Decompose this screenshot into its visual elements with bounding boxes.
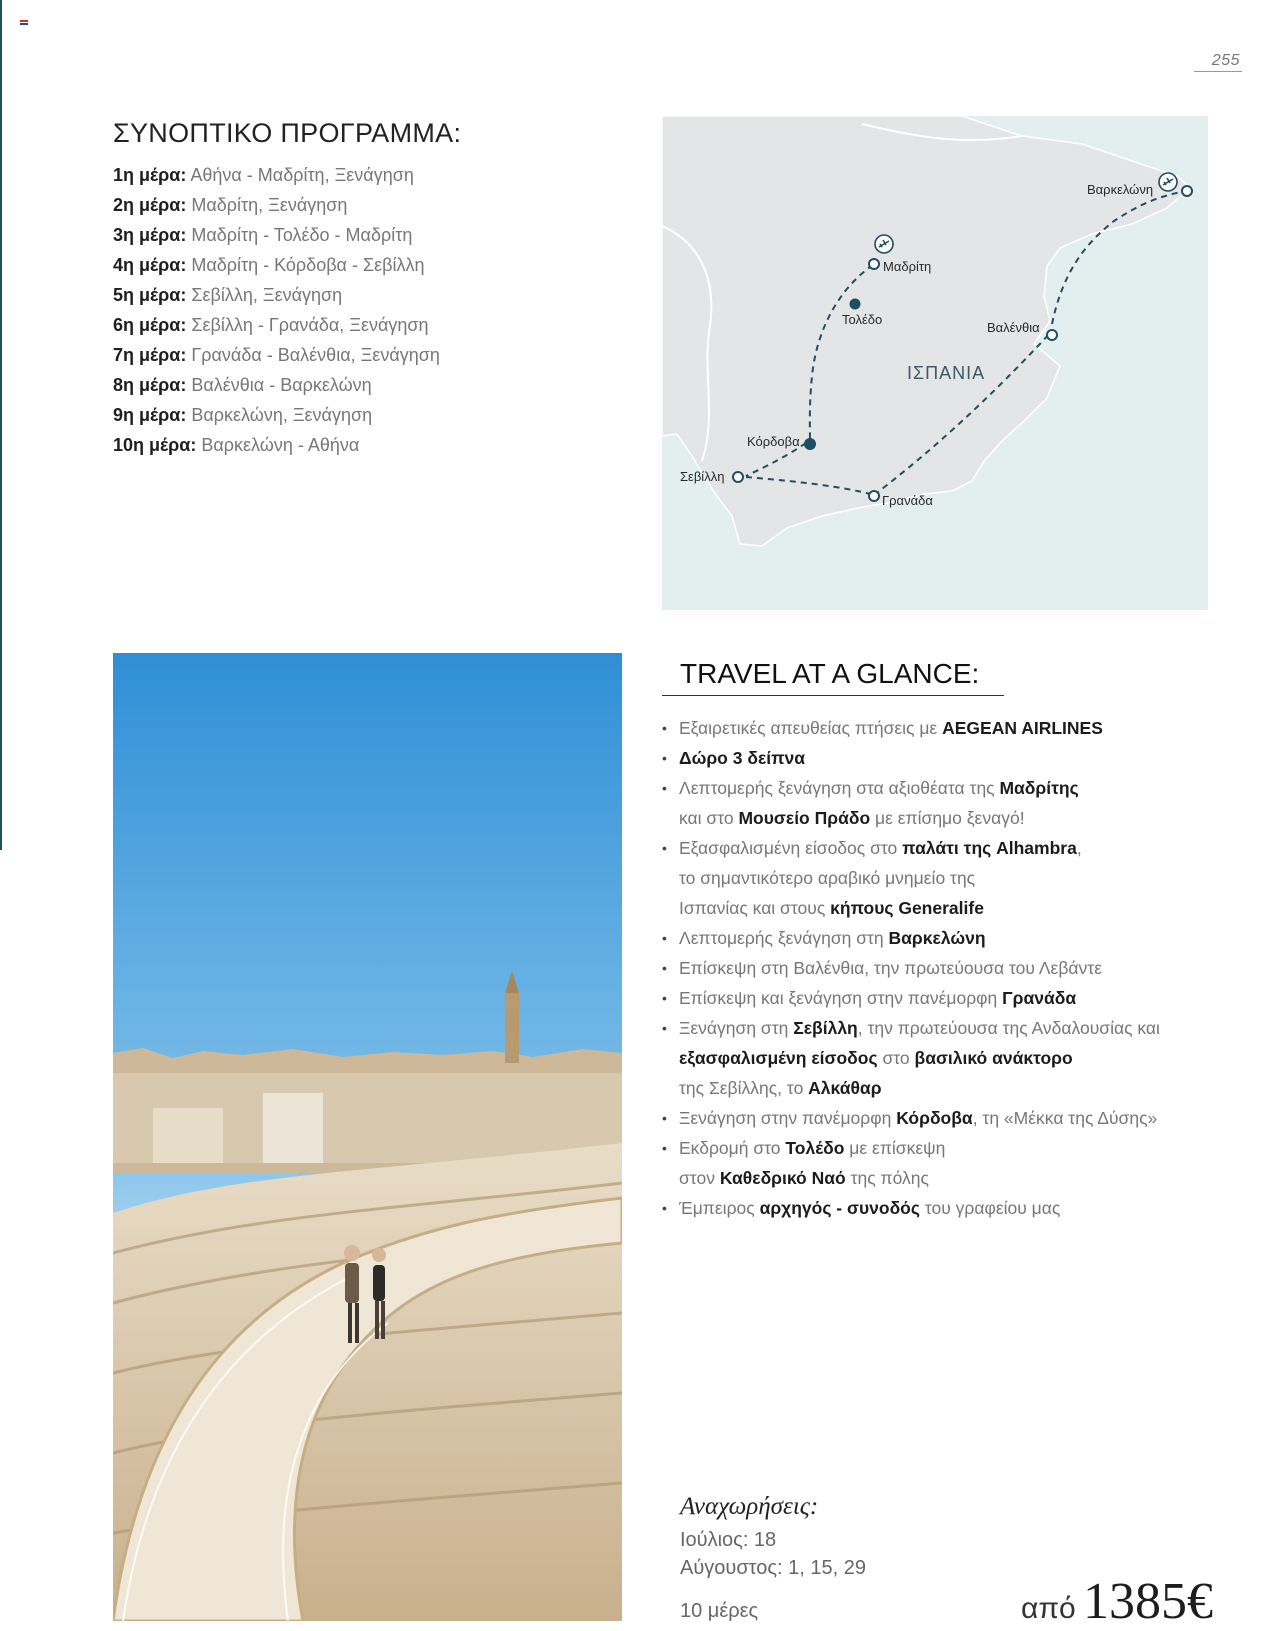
day-item: 7η μέρα: Γρανάδα - Βαλένθια, Ξενάγηση bbox=[113, 345, 440, 365]
glance-item: • Λεπτομερής ξενάγηση στη Βαρκελώνη bbox=[662, 923, 1222, 953]
day-item: 5η μέρα: Σεβίλλη, Ξενάγηση bbox=[113, 285, 343, 305]
madrid-marker bbox=[869, 259, 879, 269]
glance-item: εξασφαλισμένη είσοδος στο βασιλικό ανάκτορο bbox=[679, 1048, 1073, 1068]
price-from-label: από bbox=[1021, 1592, 1076, 1625]
glance-item: • Δώρο 3 δείπνα bbox=[662, 743, 1222, 773]
glance-item: • Επίσκεψη στη Βαλένθια, την πρωτεύουσα του Λεβάντε bbox=[662, 953, 1222, 983]
glance-item: στον Καθεδρικό Ναό της πόλης bbox=[679, 1168, 929, 1188]
day-item: 1η μέρα: Αθήνα - Μαδρίτη, Ξενάγηση bbox=[113, 165, 414, 185]
route-map bbox=[662, 116, 1208, 610]
cordoba-marker bbox=[804, 438, 816, 450]
barcelona-marker bbox=[1182, 186, 1192, 196]
seville-metropol-parasol-photo bbox=[113, 653, 622, 1621]
day-item: 3η μέρα: Μαδρίτη - Τολέδο - Μαδρίτη bbox=[113, 225, 413, 245]
seville-marker bbox=[733, 472, 743, 482]
glance-item: • Εξαιρετικές απευθείας πτήσεις με AEGEAN AIRLINES bbox=[662, 713, 1222, 743]
summary-title: ΣΥΝΟΠΤΙΚΟ ΠΡΟΓΡΑΜΜΑ: bbox=[113, 118, 462, 148]
departures-august: Αύγουστος: 1, 15, 29 bbox=[680, 1557, 867, 1579]
valencia-marker bbox=[1047, 330, 1057, 340]
toledo-marker bbox=[850, 299, 861, 310]
glance-item: Ισπανίας και στους κήπους Generalife bbox=[679, 898, 984, 918]
map-label-valencia: Βαλένθια bbox=[987, 320, 1040, 335]
glance-item: της Σεβίλλης, το Αλκάθαρ bbox=[679, 1078, 882, 1098]
departures-title: Αναχωρήσεις: bbox=[680, 1493, 819, 1520]
glance-list bbox=[662, 713, 1222, 1223]
glance-title-rule bbox=[662, 695, 1004, 696]
glance-item: • Ξενάγηση στην πανέμορφη Κόρδοβα, τη «Μέκκα της Δύσης» bbox=[662, 1103, 1222, 1133]
granada-marker bbox=[869, 491, 879, 501]
day-item: 2η μέρα: Μαδρίτη, Ξενάγηση bbox=[113, 195, 348, 215]
glance-item: • Εξασφαλισμένη είσοδος στο παλάτι της Alhambra, bbox=[662, 833, 1222, 863]
map-label-seville: Σεβίλλη bbox=[680, 469, 725, 484]
map-label-country: ΙΣΠΑΝΙΑ bbox=[907, 363, 986, 383]
glance-item: • Επίσκεψη και ξενάγηση στην πανέμορφη Γρανάδα bbox=[662, 983, 1222, 1013]
day-item: 4η μέρα: Μαδρίτη - Κόρδοβα - Σεβίλλη bbox=[113, 255, 425, 275]
page-edge-strip bbox=[0, 0, 2, 850]
page-number: 255 bbox=[1211, 52, 1240, 69]
airplane-icon bbox=[1159, 173, 1177, 191]
glance-item: • Ξενάγηση στη Σεβίλλη, την πρωτεύουσα της Ανδαλουσίας και bbox=[662, 1013, 1222, 1043]
glance-item: • Εκδρομή στο Τολέδο με επίσκεψη bbox=[662, 1133, 1222, 1163]
glance-item: • Λεπτομερής ξενάγηση στα αξιοθέατα της Μαδρίτης bbox=[662, 773, 1222, 803]
glance-item: • Έμπειρος αρχηγός - συνοδός του γραφείου μας bbox=[662, 1193, 1222, 1223]
departures-july: Ιούλιος: 18 bbox=[680, 1529, 777, 1551]
day-item: 8η μέρα: Βαλένθια - Βαρκελώνη bbox=[113, 375, 372, 395]
page-number-rule bbox=[1194, 71, 1242, 72]
day-item: 9η μέρα: Βαρκελώνη, Ξενάγηση bbox=[113, 405, 373, 425]
map-label-madrid: Μαδρίτη bbox=[883, 259, 932, 274]
airplane-icon bbox=[875, 235, 893, 253]
map-label-toledo: Τολέδο bbox=[842, 312, 883, 327]
day-list bbox=[113, 160, 440, 460]
glance-item: και στο Μουσείο Πράδο με επίσημο ξεναγό! bbox=[679, 808, 1025, 828]
map-label-cordoba: Κόρδοβα bbox=[747, 434, 800, 449]
trip-duration: 10 μέρες bbox=[680, 1600, 759, 1622]
day-item: 6η μέρα: Σεβίλλη - Γρανάδα, Ξενάγηση bbox=[113, 315, 429, 335]
map-label-granada: Γρανάδα bbox=[882, 493, 933, 508]
glance-title: TRAVEL AT A GLANCE: bbox=[680, 658, 980, 689]
day-item: 10η μέρα: Βαρκελώνη - Αθήνα bbox=[113, 435, 360, 455]
glance-item: το σημαντικότερο αραβικό μνημείο της bbox=[679, 868, 976, 888]
price-value: 1385€ bbox=[1083, 1573, 1213, 1630]
flag-icon bbox=[20, 20, 28, 27]
map-label-barcelona: Βαρκελώνη bbox=[1087, 182, 1154, 197]
